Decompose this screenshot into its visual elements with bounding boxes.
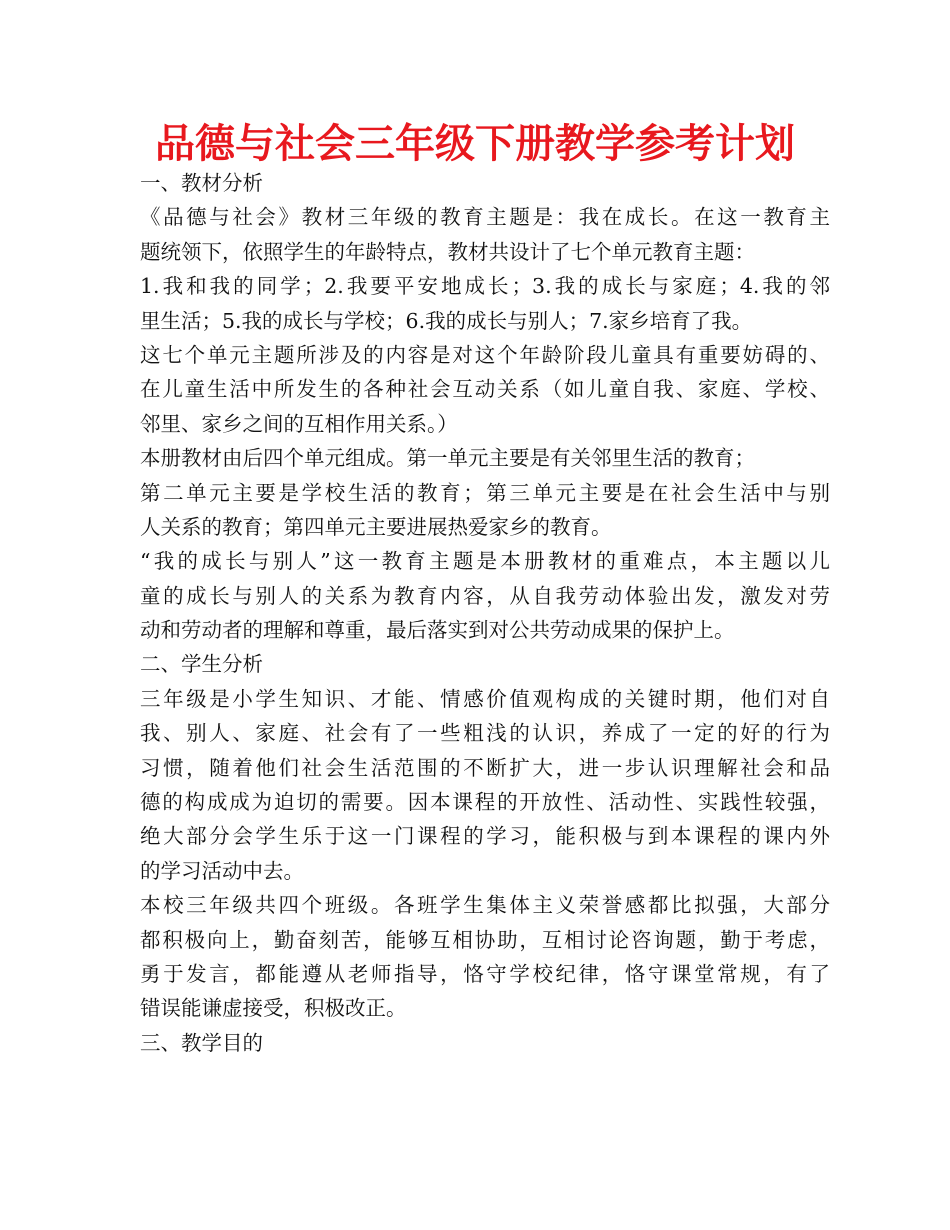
text-line: 这七个单元主题所涉及的内容是对这个年龄阶段儿童具有重要妨碍的、 bbox=[140, 342, 830, 367]
text-line: 第二单元主要是学校生活的教育；第三单元主要是在社会生活中与别 bbox=[140, 480, 830, 505]
text-line: 里生活；5.我的成长与学校；6.我的成长与别人；7.家乡培育了我。 bbox=[140, 308, 753, 333]
text-line: 题统领下，依照学生的年龄特点，教材共设计了七个单元教育主题： bbox=[140, 239, 755, 264]
text-line: 三、教学目的 bbox=[140, 1030, 263, 1055]
text-line: 二、学生分析 bbox=[140, 652, 263, 677]
text-line: 一、教材分析 bbox=[140, 171, 263, 195]
text-line: 动和劳动者的理解和尊重，最后落实到对公共劳动成果的保护上。 bbox=[140, 618, 735, 643]
text-line: 我、别人、家庭、社会有了一些粗浅的认识，养成了一定的好的行为 bbox=[140, 721, 830, 746]
text-line: 绝大部分会学生乐于这一门课程的学习，能积极与到本课程的课内外 bbox=[140, 824, 830, 849]
text-line: 错误能谦虚接受，积极改正。 bbox=[140, 996, 407, 1021]
text-line: 本校三年级共四个班级。各班学生集体主义荣誉感都比拟强，大部分 bbox=[140, 893, 830, 918]
text-line: 都积极向上，勤奋刻苦，能够互相协助，互相讨论咨询题，勤于考虑， bbox=[140, 927, 830, 952]
text-line: 人关系的教育；第四单元主要进展热爱家乡的教育。 bbox=[140, 514, 612, 539]
text-line: 德的构成成为迫切的需要。因本课程的开放性、活动性、实践性较强， bbox=[140, 790, 830, 815]
document-body bbox=[140, 166, 830, 1060]
text-line: 习惯，随着他们社会生活范围的不断扩大，进一步认识理解社会和品 bbox=[140, 755, 830, 780]
text-line: 的学习活动中去。 bbox=[140, 858, 304, 883]
text-line: 《品德与社会》教材三年级的教育主题是：我在成长。在这一教育主 bbox=[140, 205, 830, 230]
document-title: 品德与社会三年级下册教学参考计划 bbox=[155, 121, 795, 167]
text-line: 本册教材由后四个单元组成。第一单元主要是有关邻里生活的教育； bbox=[140, 446, 755, 471]
text-line: 勇于发言，都能遵从老师指导，恪守学校纪律，恪守课堂常规，有了 bbox=[140, 961, 830, 986]
text-line: “我的成长与别人”这一教育主题是本册教材的重难点，本主题以儿 bbox=[140, 549, 830, 574]
text-line: 童的成长与别人的关系为教育内容，从自我劳动体验出发，激发对劳 bbox=[140, 583, 830, 608]
text-line: 在儿童生活中所发生的各种社会互动关系（如儿童自我、家庭、学校、 bbox=[140, 377, 830, 402]
text-line: 1.我和我的同学；2.我要平安地成长；3.我的成长与家庭；4.我的邻 bbox=[140, 274, 830, 299]
text-line: 邻里、家乡之间的互相作用关系。） bbox=[140, 411, 458, 436]
text-line: 三年级是小学生知识、才能、情感价值观构成的关键时期，他们对自 bbox=[140, 686, 830, 711]
